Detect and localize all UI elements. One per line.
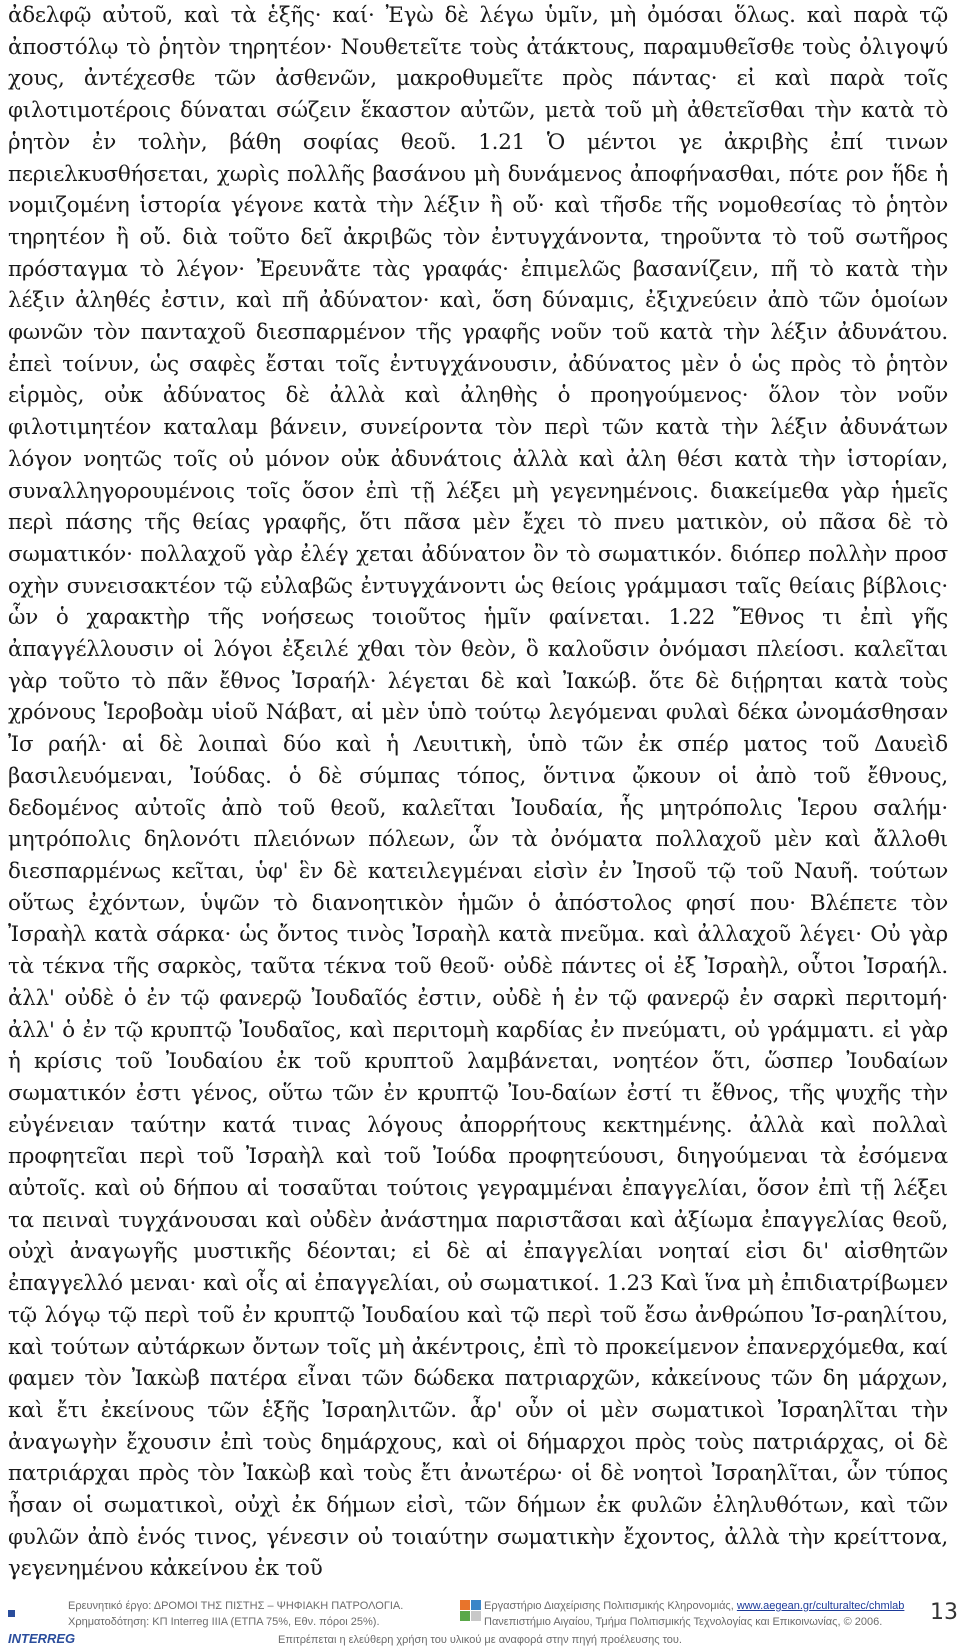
lab-line: Εργαστήριο Διαχείρισης Πολιτισμικής Κληρονομιάς, www.aegean.gr/culturaltec/chmlab [484, 1600, 905, 1612]
lab-credit [460, 1598, 930, 1632]
funding-credit [8, 1598, 448, 1646]
aegean-lab-logo-icon [460, 1600, 482, 1622]
interreg-logo-icon: INTERREG [8, 1600, 60, 1626]
body-text: ἀδελφῷ αὐτοῦ, καὶ τὰ ἑξῆς· καί· Ἐγὼ δὲ λέγω ὑμῖν, μὴ ὀμόσαι ὅλως. καὶ παρὰ τῷ ἀποστόλῳ τὸ ῥητὸν τηρητέον· Νουθετεῖτε τοὺς ἀτάκτους, παραμυθεῖσθε τοὺς ὀλιγοψύ χους, ἀντέχεσθε τῶν ἀσθενῶν, μακροθυμεῖτε πρὸς πάντας· εἰ καὶ παρὰ τοῖς φιλοτιμοτέροις δύναται σώζειν ἕκαστον αὐτῶν, μετὰ τοῦ μὴ ἀθετεῖσθαι τὴν κατὰ τὸ ῥητὸν ἐν τολὴν, βάθη σοφίας θεοῦ. 1.21 Ὁ μέντοι γε ἀκριβὴς ἐπί τινων περιελκυσθήσεται, χωρὶς πολλῆς βασάνου μὴ δυνάμενος ἀποφήνασθαι, πότε ρον ἥδε ἡ νομιζομένη ἱστορία γέγονε κατὰ τὴν λέξιν ἢ οὔ· καὶ τῆσδε τῆς νομοθεσίας τὸ ῥητὸν τηρητέον ἢ οὔ. διὰ τοῦτο δεῖ ἀκριβῶς τὸν ἐντυγχάνοντα, τηροῦντα τὸ τοῦ σωτῆρος πρόσταγμα τὸ λέγον· Ἐρευνᾶτε τὰς γραφάς· ἐπιμελῶς βασανίζειν, πῆ τὸ κατὰ τὴν λέξιν ἀληθές ἐστιν, καὶ πῆ ἀδύνατον· καὶ, ὅση δύναμις, ἐξιχνεύειν ἀπὸ τῶν ὁμοίων φωνῶν τὸν πανταχοῦ διεσπαρμένον τῆς γραφῆς νοῦν τοῦ κατὰ τὴν λέξιν ἀδυνάτου. ἐπεὶ τοίνυν, ὡς σαφὲς ἔσται τοῖς ἐντυγχάνουσιν, ἀδύνατος μὲν ὁ ὡς πρὸς τὸ ῥητὸν εἱρμὸς, οὐκ ἀδύνατος δὲ ἀλλὰ καὶ ἀληθὴς ὁ προηγούμενος· ὅλον τὸν νοῦν φιλοτιμητέον καταλαμ βάνειν, συνείροντα τὸν περὶ τῶν κατὰ τὴν λέξιν ἀδυνάτων λόγον νοητῶς τοῖς οὐ μόνον οὐκ ἀδυνάτοις ἀλλὰ καὶ ἀλη θέσι κατὰ τὴν ἱστορίαν, συναλληγορουμένοις τοῖς ὅσον ἐπὶ τῇ λέξει μὴ γεγενημένοις. διακείμεθα γὰρ ἡμεῖς περὶ πάσης τῆς θείας γραφῆς, ὅτι πᾶσα μὲν ἔχει τὸ πνευ ματικὸν, οὐ πᾶσα δὲ τὸ σωματικόν· πολλαχοῦ γὰρ ἐλέγ χεται ἀδύνατον ὂν τὸ σωματικόν. διόπερ πολλὴν προσ οχὴν συνεισακτέον τῷ εὐλαβῶς ἐντυγχάνοντι ὡς θείοις γράμμασι ταῖς θείαις βίβλοις· ὧν ὁ χαρακτὴρ τῆς νοήσεως τοιοῦτος ἡμῖν φαίνεται. 1.22 Ἔθνος τι ἐπὶ γῆς ἀπαγγέλλουσιν οἱ λόγοι ἐξειλέ χθαι τὸν θεὸν, ὃ καλοῦσιν ὀνόμασι πλείοσι. καλεῖται γὰρ τοῦτο τὸ πᾶν ἔθνος Ἰσραήλ· λέγεται δὲ καὶ Ἰακώβ. ὅτε δὲ διῄρηται κατὰ τοὺς χρόνους Ἱεροβοὰμ υἱοῦ Νάβατ, αἱ μὲν ὑπὸ τούτῳ λεγόμεναι φυλαὶ δέκα ὠνομάσθησαν Ἰσ ραήλ· αἱ δὲ λοιπαὶ δύο καὶ ἡ Λευιτικὴ, ὑπὸ τῶν ἐκ σπέρ ματος τοῦ Δαυεὶδ βασιλευόμεναι, Ἰούδας. ὁ δὲ σύμπας τόπος, ὅντινα ᾤκουν οἱ ἀπὸ τοῦ ἔθνους, δεδομένος αὐτοῖς ἀπὸ τοῦ θεοῦ, καλεῖται Ἰουδαία, ἧς μητρόπολις Ἱερου σαλήμ· μητρόπολις δηλονότι πλειόνων πόλεων, ὧν τὰ ὀνόματα πολλαχοῦ μὲν καὶ ἄλλοθι διεσπαρμένως κεῖται, ὑφ' ἓν δὲ κατειλεγμέναι εἰσὶν ἐν Ἰησοῦ τῷ τοῦ Ναυῆ. τούτων οὕτως ἐχόντων, ὑψῶν τὸ διανοητικὸν ἡμῶν ὁ ἀπόστολος φησί που· Βλέπετε τὸν Ἰσραὴλ κατὰ σάρκα· ὡς ὄντος τινὸς Ἰσραὴλ κατὰ πνεῦμα. καὶ ἀλλαχοῦ λέγει· Οὐ γὰρ τὰ τέκνα τῆς σαρκὸς, ταῦτα τέκνα τοῦ θεοῦ· οὐδὲ πάντες οἱ ἐξ Ἰσραὴλ, οὗτοι Ἰσραήλ. ἀλλ' οὐδὲ ὁ ἐν τῷ φανερῷ Ἰουδαῖός ἐστιν, οὐδὲ ἡ ἐν τῷ φανερῷ ἐν σαρκὶ περιτομή· ἀλλ' ὁ ἐν τῷ κρυπτῷ Ἰουδαῖος, καὶ περιτομὴ καρδίας ἐν πνεύματι, οὐ γράμματι. εἰ γὰρ ἡ κρίσις τοῦ Ἰουδαίου ἐκ τοῦ κρυπτοῦ λαμβάνεται, νοητέον ὅτι, ὥσπερ Ἰουδαίων σωματικόν ἐστι γένος, οὕτω τῶν ἐν κρυπτῷ Ἰου-δαίων ἐστί τι ἔθνος, τῆς ψυχῆς τὴν εὐγένειαν ταύτην κατά τινας λόγους ἀπορρήτους κεκτημένης. ἀλλὰ καὶ πολλαὶ προφητεῖαι περὶ τοῦ Ἰσραὴλ καὶ τοῦ Ἰούδα προφητεύουσι, διηγούμεναι τὰ ἐσόμενα αὐτοῖς. καὶ οὐ δήπου αἱ τοσαῦται τούτοις γεγραμμέναι ἐπαγγελίαι, ὅσον ἐπὶ τῇ λέξει τα πειναὶ τυγχάνουσαι καὶ οὐδὲν ἀνάστημα παριστᾶσαι καὶ ἀξίωμα ἐπαγγελίας θεοῦ, οὐχὶ ἀναγωγῆς μυστικῆς δέονται; εἰ δὲ αἱ ἐπαγγελίαι νοηταί εἰσι δι' αἰσθητῶν ἐπαγγελλό μεναι· καὶ οἷς αἱ ἐπαγγελίαι, οὐ σωματικοί. 1.23 Καὶ ἵνα μὴ ἐπιδιατρίβωμεν τῷ λόγῳ τῷ περὶ τοῦ ἐν κρυπτῷ Ἰουδαίου καὶ τῷ περὶ τοῦ ἔσω ἀνθρώπου Ἰσ-ραηλίτου, καὶ τούτων αὐτάρκων ὄντων τοῖς μὴ ἀκέντροις, ἐπὶ τὸ προκείμενον ἐπανερχόμεθα, καί φαμεν τὸν Ἰακὼβ πατέρα εἶναι τῶν δώδεκα πατριαρχῶν, κἀκείνους τῶν δη μάρχων, καὶ ἔτι ἐκείνους τῶν ἑξῆς Ἰσραηλιτῶν. ἆρ' οὖν οἱ μὲν σωματικοὶ Ἰσραηλῖται τὴν ἀναγωγὴν ἔχουσιν ἐπὶ τοὺς δημάρχους, καὶ οἱ δήμαρχοι πρὸς τοὺς πατριάρχας, οἱ δὲ πατριάρχαι πρὸς τὸν Ἰακὼβ καὶ τοὺς ἔτι ἀνωτέρω· οἱ δὲ νοητοὶ Ἰσραηλῖται, ὧν τύπος ἦσαν οἱ σωματικοὶ, οὐχὶ ἐκ δήμων εἰσὶ, τῶν δήμων ἐκ φυλῶν ἐληλυθότων, καὶ τῶν φυλῶν ἀπὸ ἑνός τινος, γένεσιν οὐ τοιαύτην σωματικὴν ἔχοντος, ἀλλὰ τὴν κρείττονα, γεγενημένου κἀκείνου ἐκ τοῦ [8, 3, 948, 1582]
funding-line: Χρηματοδότηση: ΚΠ Interreg IIIA (ΕΤΠΑ 75%, Εθν. πόροι 25%). [68, 1616, 380, 1628]
page-footer [0, 1590, 960, 1651]
project-line: Ερευνητικό έργο: ΔΡΟΜΟΙ ΤΗΣ ΠΙΣΤΗΣ – ΨΗΦΙΑΚΗ ΠΑΤΡΟΛΟΓΙΑ. [68, 1600, 404, 1612]
lab-website-link[interactable]: www.aegean.gr/culturaltec/chmlab [736, 1600, 905, 1612]
university-line: Πανεπιστήμιο Αιγαίου, Τμήμα Πολιτισμικής Τεχνολογίας και Επικοινωνίας, © 2006. [484, 1616, 883, 1628]
lab-credit-text [484, 1598, 934, 1630]
usage-notice: Επιτρέπεται η ελεύθερη χρήση του υλικού με αναφορά στην πηγή προέλευσης του. [278, 1634, 682, 1646]
page-number: 13 [930, 1600, 958, 1625]
funding-credit-text [68, 1598, 448, 1630]
